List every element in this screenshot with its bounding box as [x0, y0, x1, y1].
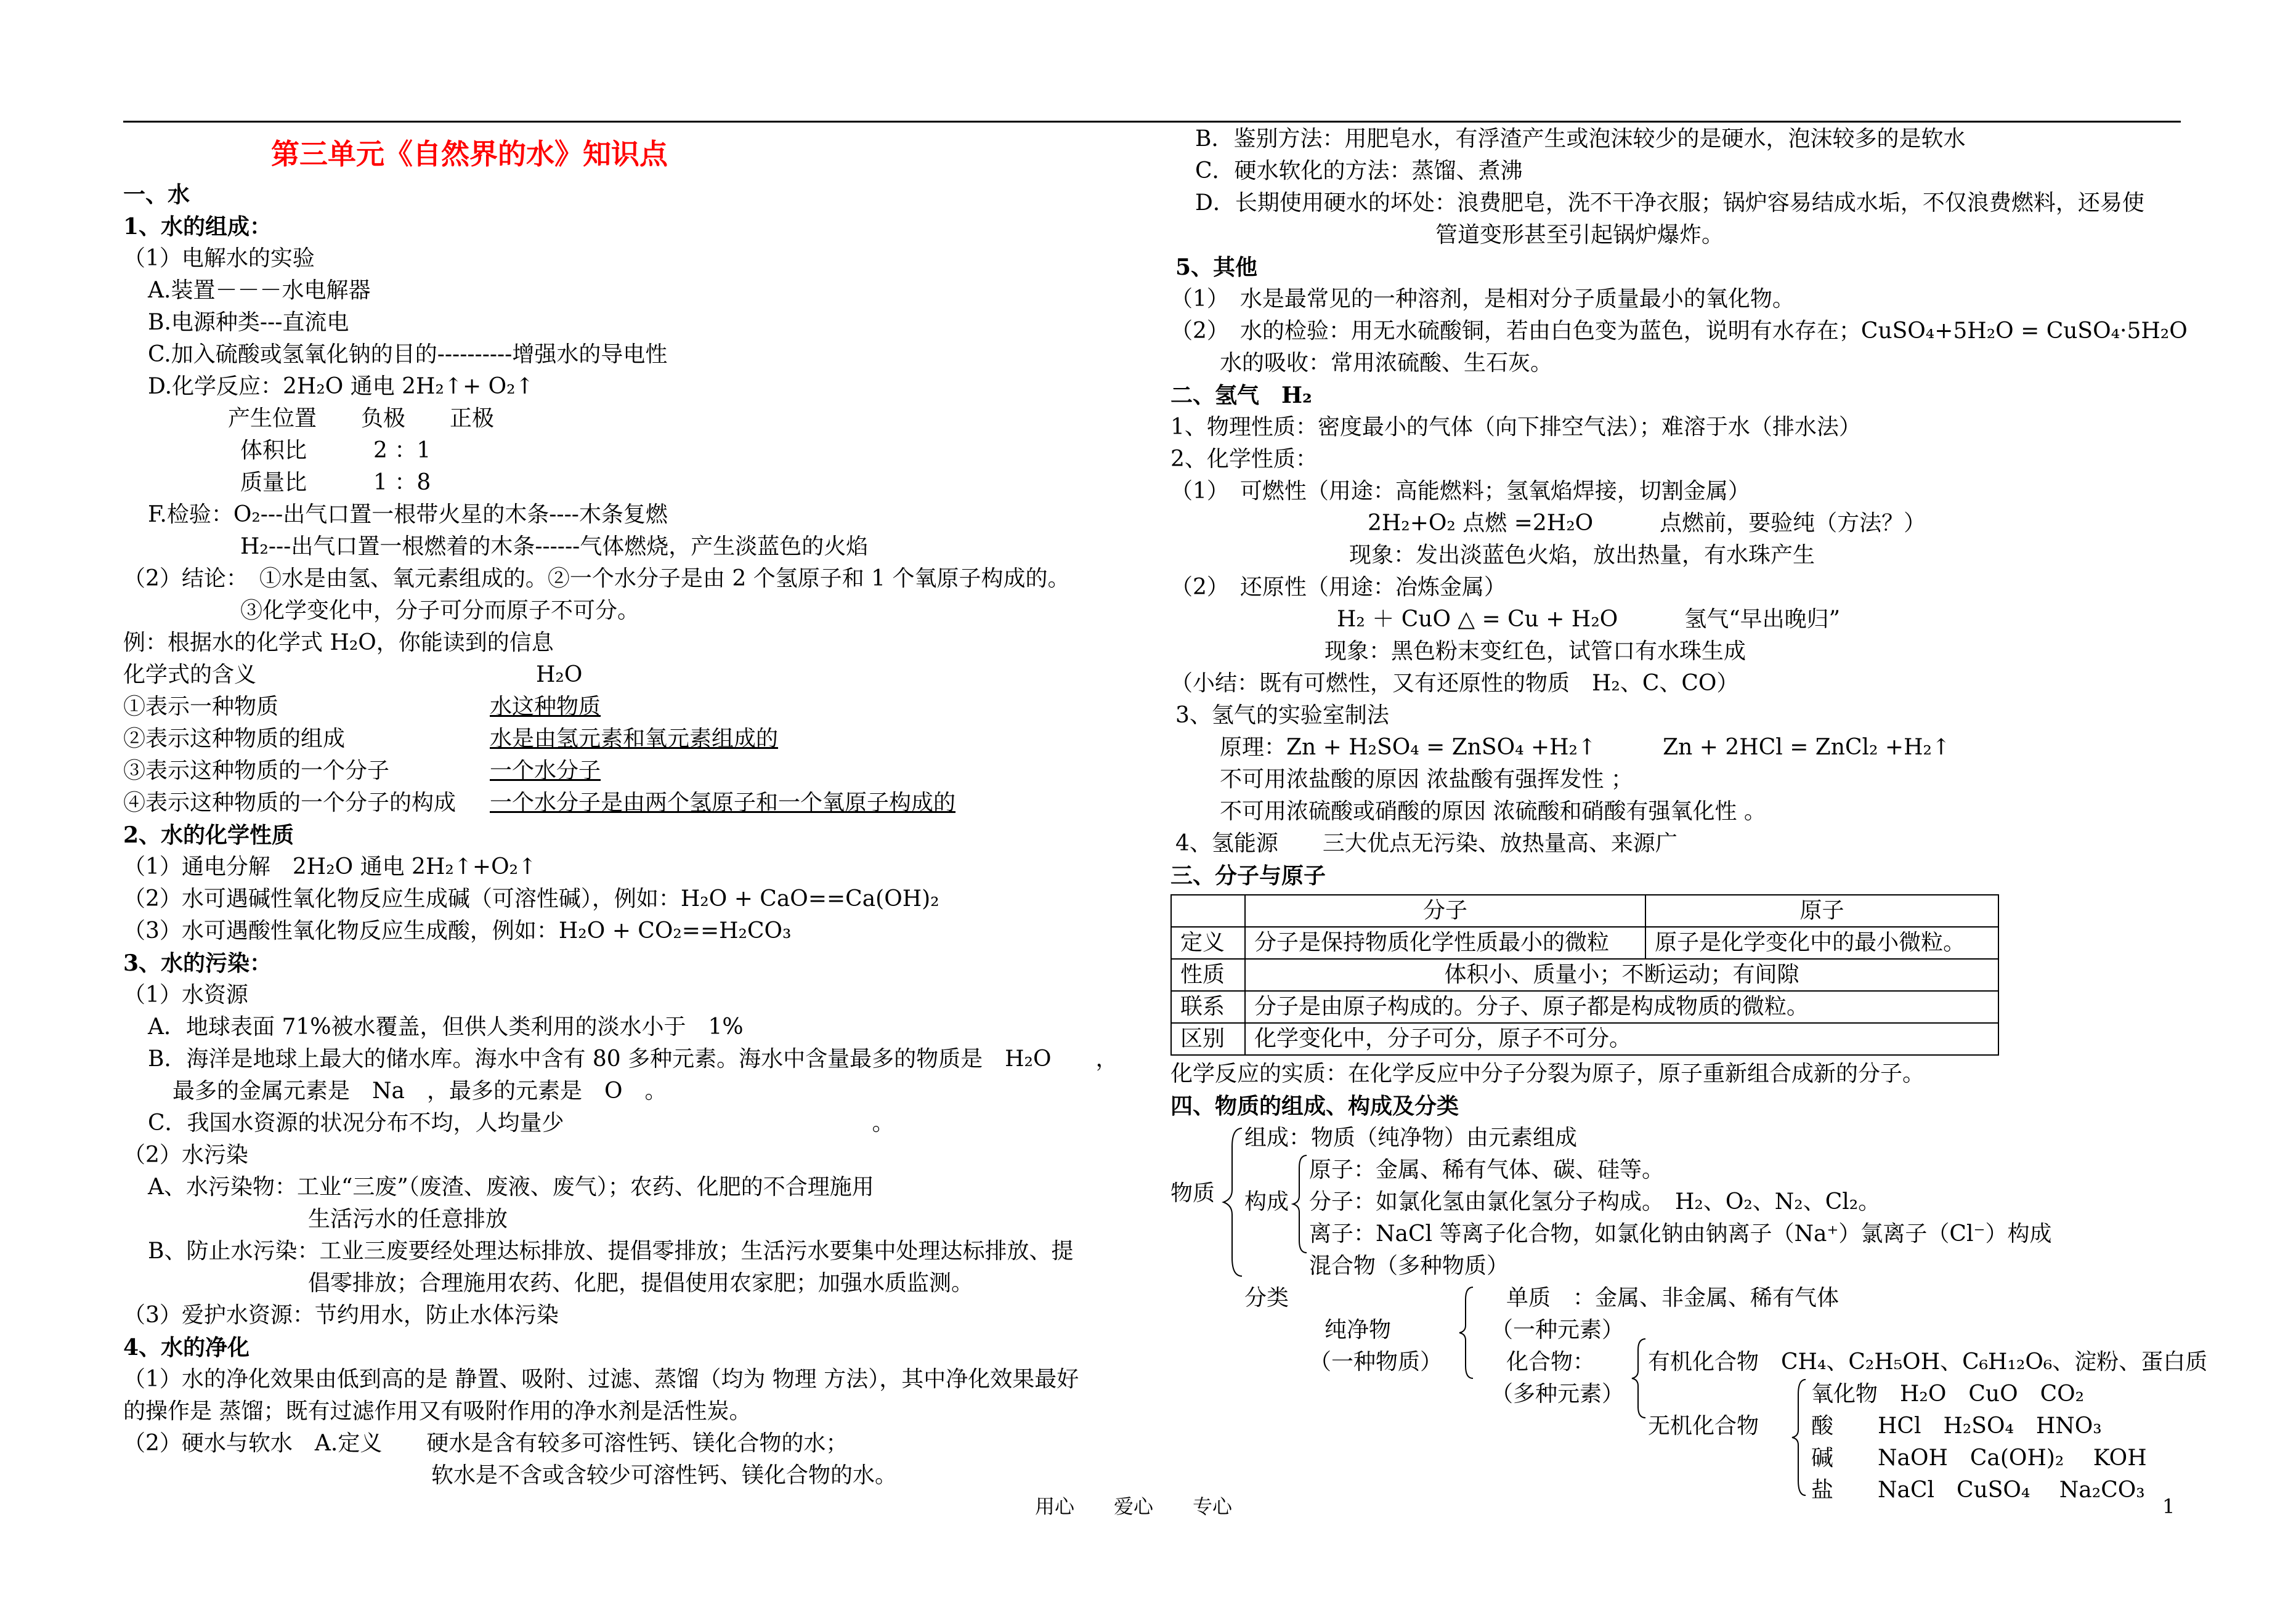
brace-icon [1629, 1335, 1648, 1421]
text-line: （1） 可燃性（用途：高能燃料；氢氧焰焊接，切割金属） [1170, 479, 1750, 504]
text-line: （2）硬水与软水 A.定义 硬水是含有较多可溶性钙、镁化合物的水； [123, 1431, 848, 1456]
text-line: 现象：黑色粉末变红色，试管口有水珠生成 [1324, 639, 1746, 664]
text-line: （3）水可遇酸性氧化物反应生成酸，例如：H₂O + CO₂==H₂CO₃ [123, 918, 792, 944]
table-cell [1171, 895, 1245, 927]
row-label: 定义 [1171, 927, 1245, 959]
brace-icon [1790, 1376, 1808, 1499]
text-line: 2、化学性质： [1170, 447, 1318, 472]
text-line: D．长期使用硬水的坏处：浪费肥皂，洗不干净衣服；锅炉容易结成水垢，不仅浪费燃料，还易使 [1195, 190, 2144, 216]
text-line: 的操作是 蒸馏；既有过滤作用又有吸附作用的净水剂是活性炭。 [123, 1399, 752, 1424]
text-line [123, 1107, 1134, 1139]
formula-table-row [123, 755, 1134, 787]
table-header: 原子 [1645, 895, 1998, 927]
text-line: 1、物理性质：密度最小的气体（向下排空气法）；难溶于水（排水法） [1170, 414, 1861, 440]
table-row [1171, 959, 1998, 991]
text-line: 4、氢能源 三大优点无污染、放热量高、来源广 [1175, 831, 1677, 856]
section-heading: 三、分子与原子 [1170, 863, 1326, 889]
text-line: （小结：既有可燃性，又有还原性的物质 H₂、C、CO） [1170, 671, 1739, 696]
section-heading: 四、物质的组成、构成及分类 [1170, 1093, 1459, 1119]
page-title: 第三单元《自然界的水》知识点 [271, 137, 668, 171]
text-line: （2）水可遇碱性氧化物反应生成碱（可溶性碱），例如：H₂O + CaO==Ca(OH)₂ [123, 886, 939, 912]
tree-root: 物质 [1170, 1181, 1215, 1206]
text-line: 体积比 2 ：1 [240, 438, 431, 463]
formula-table-row [123, 787, 1134, 819]
formula-table-row [123, 659, 1134, 691]
text-line: B．鉴别方法：用肥皂水，有浮渣产生或泡沫较少的是硬水，泡沫较多的是软水 [1195, 126, 1966, 152]
text-line: 倡零排放；合理施用农药、化肥，提倡使用农家肥；加强水质监测。 [308, 1271, 974, 1296]
tree-node-wuji: 无机化合物 [1648, 1413, 1759, 1439]
text-line: （1）水的净化效果由低到高的是 静置、吸附、过滤、蒸馏（均为 物理 方法），其中净化效果最好 [123, 1367, 1079, 1392]
meaning-label: ②表示这种物质的组成 [123, 726, 346, 751]
meaning-value: 水这种物质 [490, 694, 601, 719]
tree-node-huahewu-sub: （多种元素） [1491, 1381, 1625, 1407]
meaning-value: 水是由氢元素和氧元素组成的 [490, 726, 779, 751]
classification-tree [1170, 1122, 2208, 1504]
tree-node-fenzi: 分子：如氯化氢由氯化氢分子构成。 H₂、O₂、N₂、Cl₂。 [1309, 1189, 1881, 1215]
tree-node-chunjingwu-sub: （一种物质） [1309, 1349, 1443, 1375]
tree-node-lizi: 离子：NaCl 等离子化合物，如氯化钠由钠离子（Na⁺）氯离子（Cl⁻）构成 [1309, 1221, 2052, 1247]
tree-node-danzhi: 单质 ：金属、非金属、稀有气体 [1506, 1285, 1840, 1311]
equation-line: D.化学反应：2H₂O 通电 2H₂↑+ O₂↑ [148, 374, 534, 399]
text-line: （1）水资源 [123, 982, 248, 1008]
table-row [1171, 927, 1998, 959]
text-line: B．海洋是地球上最大的储水库。海水中含有 80 多种元素。海水中含量最多的物质是 H₂O ， [148, 1046, 1118, 1072]
table-row [1171, 991, 1998, 1023]
text-line: B、防止水污染：工业三废要经处理达标排放、提倡零排放；生活污水要集中处理达标排放、提 [148, 1239, 1074, 1264]
meaning-value: 一个水分子是由两个氢原子和一个氧原子构成的 [490, 790, 956, 815]
table-header: 分子 [1245, 895, 1645, 927]
table-cell: 分子是保持物质化学性质最小的微粒 [1245, 927, 1645, 959]
tree-node-fenlei: 分类 [1244, 1285, 1289, 1311]
text-line: 产生位置 负极 正极 [228, 406, 495, 431]
table-row [1171, 1023, 1998, 1055]
text-line: 化学反应的实质：在化学反应中分子分裂为原子，原子重新组合成新的分子。 [1170, 1061, 1925, 1086]
table-cell: 体积小、质量小；不断运动；有间隙 [1245, 959, 1998, 991]
header-rule [123, 121, 2181, 123]
tree-node-youji: 有机化合物 CH₄、C₂H₅OH、C₆H₁₂O₆、淀粉、蛋白质 [1648, 1349, 2208, 1375]
text-span: 。 [872, 1110, 894, 1136]
text-line: （1） 水是最常见的一种溶剂，是相对分子质量最小的氧化物。 [1170, 286, 1795, 312]
text-line: H₂---出气口置一根燃着的木条------气体燃烧，产生淡蓝色的火焰 [240, 534, 869, 559]
left-column [123, 123, 1134, 1492]
subsection-heading: 2、水的化学性质 [123, 822, 294, 848]
text-line: （2） 水的检验：用无水硫酸铜，若由白色变为蓝色，说明有水存在；CuSO₄+5H₂O = CuSO₄·5H₂O [1170, 318, 2188, 344]
tree-node-huahewu: 化合物： [1506, 1349, 1596, 1375]
molecule-atom-table [1170, 894, 1999, 1056]
text-line: B.电源种类---直流电 [148, 310, 349, 335]
meaning-label: ③表示这种物质的一个分子 [123, 758, 390, 783]
text-line: （1）电解水的实验 [123, 246, 315, 271]
meaning-label: ①表示一种物质 [123, 694, 279, 719]
brace-icon [1291, 1152, 1309, 1256]
text-line: （3）爱护水资源：节约用水，防止水体污染 [123, 1303, 559, 1328]
page-footer: 用心 爱心 专心 [1035, 1495, 1233, 1518]
row-label: 性质 [1171, 959, 1245, 991]
tree-node-jian: 碱 NaOH Ca(OH)₂ KOH [1811, 1445, 2147, 1471]
right-column [1170, 123, 2208, 1504]
tree-node-hunhewu: 混合物（多种物质） [1309, 1253, 1509, 1279]
tree-node-yuanzi: 原子：金属、稀有气体、碳、硅等。 [1309, 1157, 1665, 1182]
text-line: 不可用浓硫酸或硝酸的原因 浓硫酸和硝酸有强氧化性 。 [1220, 799, 1766, 824]
text-line: C．硬水软化的方法：蒸馏、煮沸 [1195, 158, 1523, 184]
text-line: A、水污染物：工业“三废”（废渣、废液、废气）；农药、化肥的不合理施用 [148, 1174, 874, 1200]
text-line: 管道变形甚至引起锅炉爆炸。 [1435, 222, 1724, 248]
text-line: 水的吸收：常用浓硫酸、生石灰。 [1220, 350, 1553, 376]
tree-node-suan: 酸 HCl H₂SO₄ HNO₃ [1811, 1413, 2102, 1439]
text-line: C.加入硫酸或氢氧化钠的目的----------增强水的导电性 [148, 342, 668, 367]
row-label: 区别 [1171, 1023, 1245, 1055]
tree-node-danzhi-sub: （一种元素） [1491, 1317, 1625, 1343]
equation-line: （1）通电分解 2H₂O 通电 2H₂↑+O₂↑ [123, 854, 537, 879]
text-line: 例：根据水的化学式 H₂O，你能读到的信息 [123, 630, 554, 655]
brace-icon [1457, 1283, 1475, 1382]
text-line: 现象：发出淡蓝色火焰，放出热量，有水珠产生 [1349, 543, 1815, 568]
tree-node-yanghuawu: 氧化物 H₂O CuO CO₂ [1811, 1381, 2085, 1407]
tree-node-yan: 盐 NaCl CuSO₄ Na₂CO₃ [1811, 1477, 2145, 1503]
formula-header: H₂O [536, 662, 583, 687]
formula-table-row [123, 691, 1134, 723]
subsection-heading: 3、水的污染： [123, 950, 272, 976]
subsection-heading: 1、水的组成： [123, 214, 272, 240]
formula-table-row [123, 723, 1134, 755]
page-number: 1 [2162, 1495, 2175, 1518]
equation-line: H₂ ＋ CuO △ = Cu + H₂O 氢气“早出晚归” [1337, 607, 1841, 632]
text-line: 不可用浓盐酸的原因 浓盐酸有强挥发性 ； [1220, 767, 1633, 792]
table-cell: 分子是由原子构成的。分子、原子都是构成物质的微粒。 [1245, 991, 1998, 1023]
text-line: 最多的金属元素是 Na ，最多的元素是 O 。 [172, 1078, 667, 1104]
text-line: A.装置－－－水电解器 [148, 278, 371, 303]
tree-node-goucheng: 构成 [1244, 1189, 1289, 1215]
meaning-value: 一个水分子 [490, 758, 601, 783]
text-line: 生活污水的任意排放 [308, 1207, 508, 1232]
text-line: 质量比 1 ：8 [240, 470, 431, 495]
section-heading: 一、水 [123, 182, 190, 208]
tree-node-chunjingwu: 纯净物 [1324, 1317, 1392, 1343]
text-span: C．我国水资源的状况分布不均，人均量少 [148, 1110, 564, 1136]
text-line: A．地球表面 71%被水覆盖，但供人类利用的淡水小于 1% [148, 1014, 766, 1040]
equation-line: 2H₂+O₂ 点燃 =2H₂O 点燃前，要验纯（方法？） [1368, 511, 1926, 536]
table-header-row [1171, 895, 1998, 927]
meaning-header: 化学式的含义 [123, 662, 257, 687]
brace-icon [1220, 1122, 1244, 1282]
row-label: 联系 [1171, 991, 1245, 1023]
text-line: （2）水污染 [123, 1142, 248, 1168]
text-line: 3、氢气的实验室制法 [1175, 703, 1389, 728]
subsection-heading: 5、其他 [1175, 254, 1258, 280]
table-cell: 化学变化中，分子可分，原子不可分。 [1245, 1023, 1998, 1055]
table-cell: 原子是化学变化中的最小微粒。 [1645, 927, 1998, 959]
equation-line: 原理：Zn + H₂SO₄ = ZnSO₄ +H₂↑ Zn + 2HCl = ZnCl₂ +H₂↑ [1220, 735, 1951, 760]
text-line: （2） 还原性（用途：冶炼金属） [1170, 575, 1506, 600]
text-line: 软水是不含或含较少可溶性钙、镁化合物的水。 [431, 1463, 898, 1488]
text-line: （2）结论： ①水是由氢、氧元素组成的。②一个水分子是由 2 个氢原子和 1 个氧原子构成的。 [123, 566, 1070, 591]
text-line: F.检验：O₂---出气口置一根带火星的木条----木条复燃 [148, 502, 668, 527]
text-line: ③化学变化中，分子可分而原子不可分。 [240, 598, 640, 623]
meaning-label: ④表示这种物质的一个分子的构成 [123, 790, 456, 815]
subsection-heading: 4、水的净化 [123, 1335, 250, 1360]
tree-node-zucheng: 组成：物质（纯净物）由元素组成 [1244, 1125, 1578, 1150]
section-heading: 二、氢气 H₂ [1170, 382, 1312, 408]
